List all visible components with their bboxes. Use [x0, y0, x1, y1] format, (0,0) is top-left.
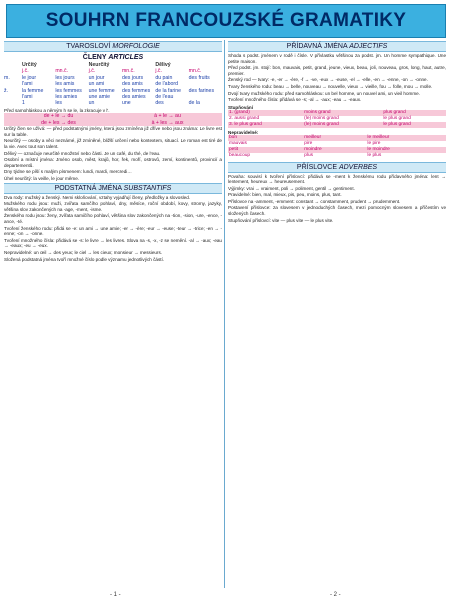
column-divider	[224, 40, 225, 588]
noun-paragraph: Složená podstatná jména tvoří množné číslo podle významu jednotlivých částí.	[4, 256, 165, 262]
article-cell: une	[121, 100, 131, 107]
irregular-cell: le plus	[367, 152, 382, 158]
irregular-cell: mauvais	[229, 141, 247, 147]
section-title: TVAROSLOVÍ	[66, 43, 111, 50]
adverbs-title-italic: ADVERBES	[338, 163, 378, 171]
article-cell: une amie	[88, 94, 110, 101]
noun-paragraphs	[4, 195, 222, 263]
adverbs-title: PŘÍSLOVCE	[296, 163, 337, 171]
irregular-title: Nepravidelné:	[228, 129, 259, 135]
comparison-cell: le plus grand	[383, 116, 411, 122]
irregular-cell: bon	[229, 135, 238, 141]
article-cell: l'ami	[22, 81, 33, 88]
left-column	[4, 40, 222, 588]
adjective-paragraph: Shoda s podst. jménem v rodě i čísle. V přívlastku většinou za podst. jm. Un homme sympathique. Une petite maison.	[228, 53, 446, 64]
adverb-paragraphs	[228, 174, 446, 224]
article-cell: le jour	[22, 74, 37, 81]
article-header: Určitý	[22, 62, 37, 68]
comparison-cell: 1. (grand)	[229, 110, 250, 116]
comparison-cell: plus grand	[383, 110, 406, 116]
irregular-cell: petit	[229, 146, 239, 152]
irregular-cell: meilleur	[304, 135, 322, 141]
comparison-cell: moins grand	[304, 110, 331, 116]
title-banner	[6, 4, 446, 38]
article-cell: des amis	[121, 81, 143, 88]
adverbs-heading	[228, 162, 446, 173]
article-paragraph: Určitý člen se užívá: — před podstatnými jmény, která jsou zmíněna již dříve nebo jsou známa: Le livre est sur la table.	[4, 126, 222, 137]
irregular-cell: le pire	[367, 141, 381, 147]
article-cell: de la farine	[155, 87, 181, 94]
article-number-label: mn.č.	[121, 68, 135, 75]
page-number-right: - 2 -	[330, 592, 341, 598]
comparison-cell: 3. le plus grand	[229, 121, 262, 127]
article-table	[4, 62, 222, 107]
right-column	[228, 40, 446, 588]
article-cell: 1	[22, 100, 25, 107]
noun-paragraph: Tvoření množného čísla: přidává se -s: le livre → les livres. Slova na -s, -x, -z se nemění. -al → -aux; -eau → -eaux; -eu → -eux.	[4, 237, 222, 249]
compare-title: Stupňování	[228, 104, 254, 110]
article-cell: l'ami	[22, 94, 33, 101]
page-title: SOUHRN FRANCOUZSKÉ GRAMATIKY	[45, 10, 407, 31]
article-cell: des amies	[121, 94, 146, 101]
article-cell: m.	[4, 74, 10, 81]
article-cell: des fruits	[188, 74, 210, 81]
subheading-italic: ARTICLES	[108, 54, 144, 61]
article-cell: les	[55, 100, 62, 107]
comparison-table	[228, 110, 446, 127]
adjectives-heading	[228, 41, 446, 52]
irregular-cell: moindre	[304, 146, 322, 152]
comparison-cell: le plus grand	[383, 121, 411, 127]
article-cell: un jour	[88, 74, 105, 81]
adverb-paragraph: Pravidelné: bien, mal, mieux, pis, peu, moins, plus, tant.	[228, 192, 342, 198]
contraction-cell: à + les → aux	[151, 119, 184, 126]
article-cell: la femme	[22, 87, 44, 94]
morphology-heading	[4, 41, 222, 52]
articles-subheading	[4, 53, 222, 62]
contraction-note: Před samohláskou a němým h se le, la zkracuje v l'.	[4, 107, 110, 113]
article-number-label: j.č.	[88, 68, 96, 75]
adverb-paragraph: Výjimky: vrai → vraiment, poli → poliment, gentil → gentiment.	[228, 185, 355, 191]
article-cell: du pain	[155, 74, 173, 81]
adjectives-title-italic: ADJECTIFS	[349, 43, 388, 50]
article-cell: de la	[188, 100, 200, 107]
article-cell: ž.	[4, 87, 9, 94]
noun-paragraph: Nepravidelné: un œil → des yeux; le ciel → les cieux; monsieur → messieurs.	[4, 249, 163, 255]
article-paragraphs	[4, 126, 222, 181]
comparison-row	[228, 122, 446, 128]
adjective-paragraph: Dvojí tvary mužského rodu: před samohláskou: un bel homme, un nouvel ami, un vieil homme.	[228, 90, 421, 96]
irregular-cell: beaucoup	[229, 152, 251, 158]
comparison-cell: 2. aussi grand	[229, 116, 260, 122]
irregular-row	[228, 153, 446, 159]
article-cell: les amies	[55, 94, 78, 101]
adjective-paragraphs	[228, 53, 446, 103]
adjectives-title: PŘÍDAVNÁ JMÉNA	[286, 43, 348, 50]
nouns-title-italic: SUBSTANTIFS	[123, 184, 172, 192]
comparison-cell: (le) moins grand	[304, 116, 339, 122]
adjective-paragraph: Tvary ženského rodu: beau → belle, nouveau → nouvelle, vieux → vieille, fou → folle, mou → molle.	[228, 83, 433, 89]
article-cell: des jours	[121, 74, 144, 81]
irregular-table	[228, 135, 446, 158]
article-paragraph: Dělivý — označuje neurčité množství nebo části. Je un café, du thé, de l'eau.	[4, 150, 161, 156]
adjective-paragraph: Před podst. jm. stojí: bon, mauvais, petit, grand, jeune, vieux, beau, joli, nouveau, gros, long, haut, autre, premier.	[228, 65, 446, 76]
article-header: Dělivý	[155, 62, 171, 68]
article-header: Neurčitý	[88, 62, 110, 68]
article-cell: un	[88, 100, 95, 107]
adjective-paragraph: Ženský rod — tvary: -e, -er → -ère, -f → -ve, -eux → -euse, -el → -elle, -en → -enne, -on → -onne.	[228, 77, 428, 83]
article-cell: un ami	[88, 81, 105, 88]
article-paragraph: Úhel neurčitý: la veille, le jour même.	[4, 176, 80, 181]
article-cell: les femmes	[55, 87, 82, 94]
contraction-table	[4, 113, 222, 126]
article-paragraph: Osobní a místní jména: Jméno osob, měst, krajů, hor, řek, moří, ostrovů, zemí, kontinentů, provincií a departementů.	[4, 157, 222, 168]
adverb-paragraph: Příslovce na -amment, -emment: constant → constamment, prudent → prudemment.	[228, 198, 401, 204]
subheading: ČLENY	[82, 54, 107, 61]
adjective-paragraph: Tvoření množného čísla: přidává se -s; -al → -aux; -eau → -eaux.	[228, 97, 362, 103]
contraction-cell: de + le → du	[43, 113, 74, 120]
section-title-italic: MORFOLOGIE	[112, 43, 160, 50]
article-cell	[4, 100, 22, 106]
article-cell: de l'eau	[155, 94, 174, 101]
noun-paragraph: Dva rody: mužský a ženský. Nemi skloňování, vztahy vyjadřují členy, předložky a slovosled.	[4, 194, 191, 200]
article-number-label: mn.č.	[55, 68, 69, 75]
adverb-paragraph: Povaha: souvisí k tvoření příslovcí: přidává se -ment k ženskému rodu přídavného jména: lent → lentement, heureux → heureusement.	[228, 173, 446, 185]
article-cell: des femmes	[121, 87, 151, 94]
irregular-cell: le meilleur	[367, 135, 390, 141]
article-cell: des farines	[188, 87, 215, 94]
irregular-cell: le moindre	[367, 146, 390, 152]
adverb-paragraph: Stupňování příslovcí: vite — plus vite — le plus vite.	[228, 217, 334, 223]
article-paragraph: Dny týdne se píší s malým písmenem: lundi, mardi, mercredi…	[4, 169, 132, 175]
nouns-title: PODSTATNÁ JMÉNA	[54, 184, 122, 192]
contraction-cell: de + les → des	[41, 119, 76, 126]
article-cell: les jours	[55, 74, 75, 81]
article-cell: les amis	[55, 81, 75, 88]
article-paragraph: Neurčitý — osoby a věci neznámé, již zmíněné, bližší určení nebo kontextem, situací. Le roman est tiré de la vie. Avec tout son talent.	[4, 138, 222, 150]
noun-paragraph: Tvoření ženského rodu: přidá se -e: un ami → une amie; -er → -ère; -eur → -euse; -teur → -trice; -en → -enne; -on → -onne.	[4, 225, 222, 237]
comparison-cell: (le) moins grand	[304, 121, 339, 127]
article-cell: des	[155, 100, 164, 107]
article-number-label: mn.č.	[188, 68, 202, 75]
article-cell: une femme	[88, 87, 115, 94]
noun-paragraph: Mužského rodu jsou: muži, zvířata samčího pohlaví, dny, měsíce, roční období, kovy, stromy, jazyky, většina slov zakončených na -age, -ment, -isme.	[4, 201, 222, 212]
article-number-label: j.č.	[22, 68, 29, 75]
page-number-left: - 1 -	[110, 592, 121, 598]
article-cell: de l'abord	[155, 81, 178, 88]
nouns-heading	[4, 183, 222, 194]
contraction-cell: à + le → au	[154, 113, 181, 120]
article-number-label: j.č.	[155, 68, 162, 75]
noun-paragraph: Ženského rodu jsou: ženy, zvířata samičího pohlaví, většina slov zakončených na -tion, -sion, -ure, -ence, -ance, -té.	[4, 213, 222, 224]
adverb-paragraph: Postavení příslovce: za slovesem v jednoduchých časech, mezi pomocným slovesem a příčestím ve složených časech.	[228, 205, 446, 217]
irregular-cell: plus	[304, 152, 314, 158]
irregular-cell: pire	[304, 141, 313, 147]
